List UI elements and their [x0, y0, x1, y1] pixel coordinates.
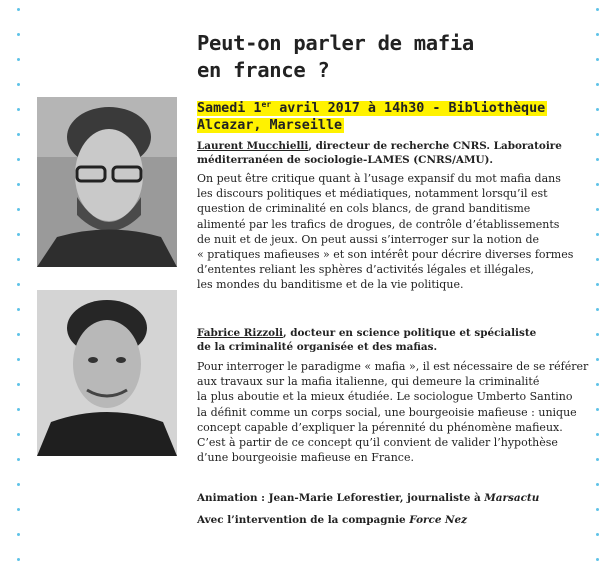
intervention-credit: Avec l’intervention de la compagnie Force Nez — [197, 514, 468, 526]
decorative-dot — [596, 333, 599, 336]
text-line: de nuit et de jeux. On peut aussi s’interroger sur la notion de — [197, 232, 540, 246]
decorative-dot — [17, 208, 20, 211]
event-date-location — [197, 96, 557, 134]
text-line: les mondes du banditisme et de la vie politique. — [197, 278, 464, 292]
text-line: concept capable d’expliquer la pérennité du phénomène mafieux. — [197, 420, 563, 434]
text-line: d’ententes reliant les sphères d’activités légales et illégales, — [197, 263, 534, 277]
decorative-dot — [596, 8, 599, 11]
speaker2-text — [197, 359, 588, 465]
decorative-dot — [596, 58, 599, 61]
decorative-dot — [596, 358, 599, 361]
decorative-dot — [17, 358, 20, 361]
decorative-dot — [17, 508, 20, 511]
decorative-dot — [596, 408, 599, 411]
text-line: la plus aboutie et la mieux étudiée. Le sociologue Umberto Santino — [197, 390, 573, 404]
decorative-dot — [596, 508, 599, 511]
decorative-dot — [596, 558, 599, 561]
title-line: Peut-on parler de mafia — [197, 31, 474, 55]
date-highlight: Samedi 1er avril 2017 à 14h30 - Bibliothèque — [197, 100, 546, 116]
animation-credit: Animation : Jean-Marie Leforestier, journaliste à Marsactu — [197, 492, 540, 504]
decorative-dot — [17, 58, 20, 61]
speaker2-intro: Fabrice Rizzoli, docteur en science politique et spécialiste de la criminalité organisée et des mafias. — [197, 327, 537, 354]
decorative-dot — [17, 433, 20, 436]
decorative-dot — [596, 283, 599, 286]
decorative-dot — [17, 408, 20, 411]
location-highlight: Alcazar, Marseille — [197, 118, 343, 133]
title-line: en france ? — [197, 58, 330, 82]
speaker1-text — [197, 171, 573, 293]
speaker1-intro: Laurent Mucchielli, directeur de recherche CNRS. Laboratoire méditerranéen de sociologie-LAMES (CNRS/AMU). — [197, 140, 562, 167]
decorative-dot — [596, 308, 599, 311]
decorative-dot — [17, 108, 20, 111]
decorative-dot — [596, 458, 599, 461]
decorative-dot — [17, 558, 20, 561]
text-line: aux travaux sur la mafia italienne, qui demeure la criminalité — [197, 375, 540, 389]
decorative-dot — [17, 483, 20, 486]
speaker2-photo — [37, 290, 177, 456]
decorative-dot — [17, 83, 20, 86]
decorative-dot — [596, 233, 599, 236]
decorative-dot — [596, 108, 599, 111]
decorative-dot — [17, 33, 20, 36]
text-line: d’une bourgeoisie mafieuse en France. — [197, 451, 414, 465]
decorative-dot — [17, 158, 20, 161]
decorative-dot — [596, 83, 599, 86]
text-line: Pour interroger le paradigme « mafia », il est nécessaire de se référer — [197, 360, 589, 373]
decorative-dot — [17, 133, 20, 136]
text-line: la définit comme un corps social, une bourgeoisie mafieuse : unique — [197, 405, 577, 419]
speaker1-name: Laurent Mucchielli — [197, 140, 309, 152]
event-title — [197, 30, 537, 84]
decorative-dot — [17, 383, 20, 386]
decorative-dot — [596, 158, 599, 161]
decorative-dot — [596, 433, 599, 436]
decorative-dot — [17, 8, 20, 11]
decorative-dot — [596, 258, 599, 261]
decorative-dot — [17, 533, 20, 536]
text-line: On peut être critique quant à l’usage expansif du mot mafia dans — [197, 172, 561, 185]
decorative-dot — [596, 183, 599, 186]
decorative-dot — [596, 133, 599, 136]
speaker2-name: Fabrice Rizzoli — [197, 327, 283, 339]
decorative-dot — [17, 283, 20, 286]
text-line: « pratiques mafieuses » et son intérêt pour décrire diverses formes — [197, 248, 574, 262]
speaker1-photo — [37, 97, 177, 267]
decorative-dot — [17, 458, 20, 461]
decorative-dot — [596, 383, 599, 386]
decorative-dot — [596, 483, 599, 486]
decorative-dot — [596, 33, 599, 36]
decorative-dot — [596, 208, 599, 211]
text-line: les discours politiques et médiatiques, notamment lorsqu’il est — [197, 187, 548, 201]
decorative-dot — [17, 233, 20, 236]
text-line: C’est à partir de ce concept qu’il convient de valider l’hypothèse — [197, 436, 558, 450]
text-line: question de criminalité en cols blancs, de grand banditisme — [197, 202, 531, 216]
decorative-dot — [17, 333, 20, 336]
decorative-dot — [596, 533, 599, 536]
text-line: alimenté par les trafics de drogues, de contrôle d’établissements — [197, 217, 560, 231]
decorative-dot — [17, 258, 20, 261]
decorative-dot — [17, 308, 20, 311]
decorative-dot — [17, 183, 20, 186]
